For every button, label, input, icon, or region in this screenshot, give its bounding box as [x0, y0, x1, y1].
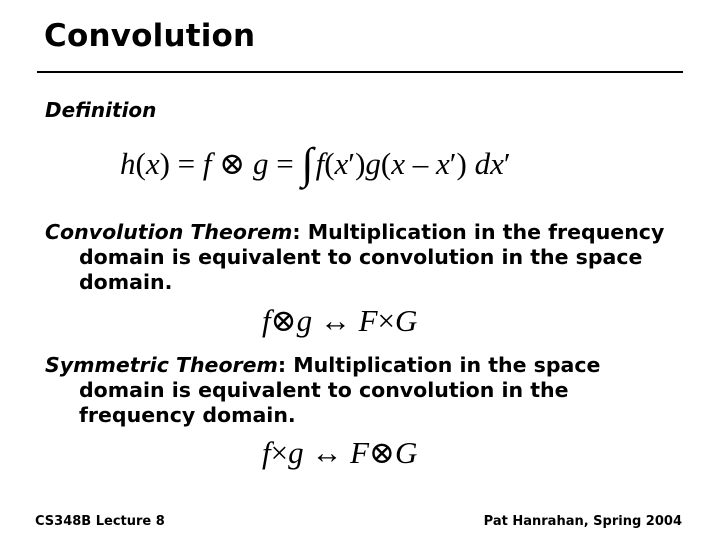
symmetric-theorem-paragraph [45, 353, 685, 428]
convolution-theorem-term: Convolution Theorem [45, 220, 293, 244]
footer-lecture: CS348B Lecture 8 [35, 514, 165, 529]
convolution-theorem-text: : Multiplication in the frequency domain is equivalent to convolution in the space domain. [79, 220, 665, 294]
symmetric-theorem-text: : Multiplication in the space domain is equivalent to convolution in the frequency domain. [79, 353, 601, 427]
convolution-theorem-formula: f⊗g ↔ F×G [262, 303, 418, 338]
convolution-theorem-paragraph [45, 220, 685, 295]
title-divider [37, 71, 683, 73]
symmetric-theorem-term: Symmetric Theorem [45, 353, 278, 377]
footer-author: Pat Hanrahan, Spring 2004 [483, 514, 682, 529]
convolution-definition-formula: h(x) = f ⊗ g = ∫f(x′)g(x – x′) dx′ [120, 139, 511, 188]
symmetric-theorem-formula: f×g ↔ F⊗G [262, 435, 418, 470]
slide-title: Convolution [44, 18, 256, 54]
definition-heading: Definition [45, 98, 157, 122]
